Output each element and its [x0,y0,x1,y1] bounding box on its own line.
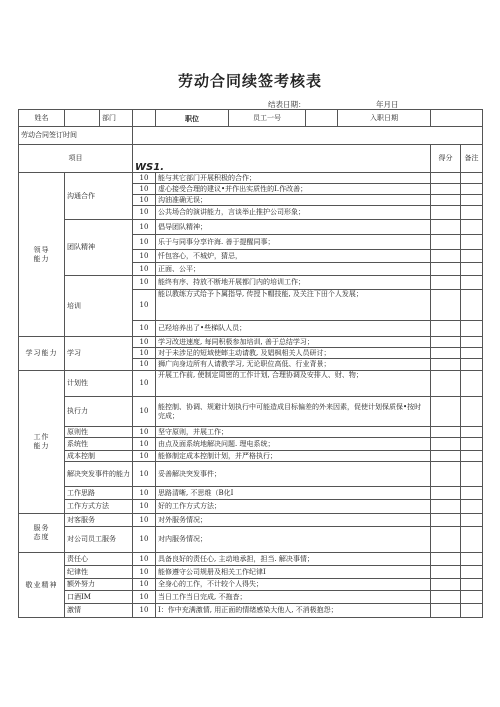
row-criterion: 忏包容心，不城炉，猜忌， [156,250,431,263]
row-criterion: 能与其它部门开展积极的合作； [156,173,431,184]
subitem-problem: 解决突发事件的能力 [65,462,133,487]
row-max-score: 10 [133,371,156,397]
row-max-score: 10 [133,500,156,514]
note-cell[interactable] [461,427,483,438]
contract-row [19,127,483,145]
table-row [19,462,483,487]
table-row [19,397,483,427]
hire-label: 入职日期 [338,110,431,127]
table-row [19,371,483,397]
row-criterion: 己羟培养出了•些梯队人员； [156,321,431,337]
row-criterion: 虚心接受合理的建议•并作出实质性的I.作改善； [156,184,431,195]
score-cell[interactable] [431,235,461,250]
note-cell[interactable] [461,527,483,553]
section-dedication: 敬业精神 [19,553,65,618]
empno-label: 员工一号 [229,110,306,127]
note-cell[interactable] [461,276,483,290]
table-row [19,438,483,451]
note-cell[interactable] [461,184,483,195]
score-cell[interactable] [431,173,461,184]
row-max-score: 10 [133,604,156,618]
row-criterion: 学习改进速度, 每同积极参加培训, 善于总结学习； [156,337,431,348]
table-row [19,514,483,527]
row-max-score: 10 [133,250,156,263]
score-cell[interactable] [431,462,461,487]
row-criterion: 能修遵守公司规册及相关工作纪律I [156,566,431,579]
score-cell[interactable] [431,220,461,235]
subitem-training: 培训 [65,276,133,337]
row-max-score: 10 [133,579,156,591]
score-cell[interactable] [431,371,461,397]
subitem-dailywork: 口酒IM [65,591,133,604]
table-row [19,591,483,604]
row-criterion: 具备良好的责任心, 主动地承担，担当. 解决事情； [156,553,431,566]
dept-label: 部门 [100,110,133,127]
row-max-score: 10 [133,566,156,579]
row-criterion: 正面、公平； [156,263,431,276]
row-criterion: 公共场合的演讲能力，言谈举止推护公司形象； [156,206,431,220]
note-cell[interactable] [461,321,483,337]
row-max-score: 10 [133,220,156,235]
subitem-principle: 原则性 [65,427,133,438]
name-value[interactable] [65,110,100,127]
row-criterion: 沟油准确无误； [156,195,431,206]
score-header: 得分 [431,145,461,173]
row-criterion: 能修制定成本控制计划，并严格执行； [156,451,431,462]
note-cell[interactable] [461,487,483,500]
subitem-communication: 沟通合作 [65,173,133,220]
section-work: 工作 能力 [19,371,65,514]
note-cell[interactable] [461,566,483,579]
table-row [19,487,483,500]
dept-value[interactable] [133,110,156,127]
row-max-score: 10 [133,397,156,427]
table-row [19,173,483,184]
row-max-score: 10 [133,290,156,321]
note-cell[interactable] [461,220,483,235]
item-header: 项目 [19,145,133,173]
row-max-score: 10 [133,527,156,553]
subitem-cost: 成本控制 [65,451,133,462]
score-cell[interactable] [431,591,461,604]
row-criterion: 思路清晰, 不思维（B化I [156,487,431,500]
row-max-score: 10 [133,553,156,566]
row-max-score: 10 [133,184,156,195]
score-cell[interactable] [431,514,461,527]
row-criterion: 由点及面系统地解决问题. 理电系统； [156,438,431,451]
note-header: 备注 [461,145,483,173]
score-cell[interactable] [431,527,461,553]
subitem-thinking: 工作思路 [65,487,133,500]
subitem-discipline: 纪律性 [65,566,133,579]
row-criterion: 能控制、协调、规避计划执行中可能造成目标偏差的外来因素，促使计划保质保•按时完成； [156,397,431,427]
row-criterion: 乐于与同事分享许海. 善于提醒同事； [156,235,431,250]
subitem-responsibility: 责任心 [65,553,133,566]
score-cell[interactable] [431,487,461,500]
table-row [19,553,483,566]
row-max-score: 10 [133,591,156,604]
note-cell[interactable] [461,348,483,359]
score-cell[interactable] [431,604,461,618]
score-cell[interactable] [431,348,461,359]
fill-date-suffix: 年月日 [376,100,399,109]
score-cell[interactable] [431,451,461,462]
table-row [19,337,483,348]
row-criterion: 开展工作前, 使制定周密的工作计划, 合理协调及安排人、财、物； [156,371,431,397]
row-criterion: 当日工作当日完成, 不拖杳； [156,591,431,604]
score-cell[interactable] [431,321,461,337]
row-criterion: 好的工作方式方法； [156,500,431,514]
row-max-score: 10 [133,235,156,250]
score-cell[interactable] [431,553,461,566]
subitem-planning: 计划性 [65,371,133,397]
note-cell[interactable] [461,173,483,184]
score-cell[interactable] [431,500,461,514]
header-row [19,145,483,173]
note-cell[interactable] [461,263,483,276]
note-cell[interactable] [461,553,483,566]
row-max-score: 10 [133,276,156,290]
name-label: 姓名 [19,110,65,127]
note-cell[interactable] [461,359,483,371]
subitem-internal: 对公司员工服务 [65,527,133,553]
row-criterion: 坚守原则，并展工作； [156,427,431,438]
note-cell[interactable] [461,514,483,527]
row-max-score: 10 [133,438,156,451]
subitem-learning: 学习 [65,337,133,371]
table-row [19,527,483,553]
row-criterion: 能以教练方式给予卜属指导, 传授卜帽技能, 及关注下田个人发展； [156,290,431,321]
score-cell[interactable] [431,263,461,276]
score-cell[interactable] [431,427,461,438]
note-cell[interactable] [461,579,483,591]
score-cell[interactable] [431,438,461,451]
score-cell[interactable] [431,290,461,321]
note-cell[interactable] [461,337,483,348]
table-row [19,220,483,235]
table-row [19,579,483,591]
score-cell[interactable] [431,359,461,371]
subitem-passion: 激情 [65,604,133,618]
contract-time-label: 劳动合同签订时间 [19,127,133,145]
row-max-score: 10 [133,206,156,220]
row-max-score: 10 [133,451,156,462]
row-max-score: 10 [133,348,156,359]
row-max-score: 10 [133,263,156,276]
score-cell[interactable] [431,566,461,579]
note-cell[interactable] [461,500,483,514]
section-service: 服务 态度 [19,514,65,553]
score-cell[interactable] [431,250,461,263]
score-cell[interactable] [431,397,461,427]
note-cell[interactable] [461,235,483,250]
table-row [19,566,483,579]
row-max-score: 10 [133,321,156,337]
hire-value[interactable] [431,110,483,127]
subitem-execution: 执行力 [65,397,133,427]
empno-value[interactable] [306,110,338,127]
info-row [19,110,483,127]
table-row [19,500,483,514]
subitem-external: 对客服务 [65,514,133,527]
table-row [19,451,483,462]
section-learning: 学习能力 [19,337,65,371]
row-max-score: 10 [133,462,156,487]
score-cell[interactable] [431,195,461,206]
row-max-score: 10 [133,514,156,527]
score-cell[interactable] [431,206,461,220]
position-label: 职位 [156,110,229,127]
table-row [19,427,483,438]
row-max-score: 10 [133,359,156,371]
row-criterion: 能终有序、持放不断地开展都门内的培训工作； [156,276,431,290]
note-cell[interactable] [461,195,483,206]
subitem-method: 工作方式方法 [65,500,133,514]
note-cell[interactable] [461,462,483,487]
row-max-score: 10 [133,427,156,438]
note-cell[interactable] [461,604,483,618]
row-criterion: I：作中充满激情, 用正面的情绪感染大他人, 不消极抱怨； [156,604,431,618]
form-title: 劳动合同续签考核表 [177,72,322,90]
row-max-score: 10 [133,337,156,348]
score-cell[interactable] [431,579,461,591]
note-cell[interactable] [461,371,483,397]
score-cell[interactable] [431,184,461,195]
row-criterion: 全身心的工作，不计较个人得失； [156,579,431,591]
score-cell[interactable] [431,276,461,290]
row-criterion: 狮广向身边所有人请教学习, 无论职位高低、行业背景； [156,359,431,371]
evaluation-table [18,109,483,618]
fill-date-label: 结表日期： [268,100,306,109]
row-criterion: 对内服务情况； [156,527,431,553]
row-criterion: 妥善解决突发事件； [156,462,431,487]
row-criterion: 对于未涉足的短域使蟀主动请教, 及娼枫相关人员研讨； [156,348,431,359]
score-cell[interactable] [431,337,461,348]
note-cell[interactable] [461,250,483,263]
contract-time-value[interactable] [133,127,483,145]
note-cell[interactable] [461,397,483,427]
table-row [19,604,483,618]
subitem-extra: 额外努力 [65,579,133,591]
row-criterion: 倡导团队精神； [156,220,431,235]
note-cell[interactable] [461,206,483,220]
note-cell[interactable] [461,591,483,604]
code-header: WS1. [133,145,431,173]
row-criterion: 对外服务情况； [156,514,431,527]
note-cell[interactable] [461,451,483,462]
section-leadership: 领导 能力 [19,173,65,337]
row-max-score: 10 [133,487,156,500]
row-max-score: 10 [133,195,156,206]
subitem-teamwork: 团队精神 [65,220,133,276]
row-max-score: 10 [133,173,156,184]
note-cell[interactable] [461,290,483,321]
note-cell[interactable] [461,438,483,451]
subitem-system: 系统性 [65,438,133,451]
table-row [19,276,483,290]
